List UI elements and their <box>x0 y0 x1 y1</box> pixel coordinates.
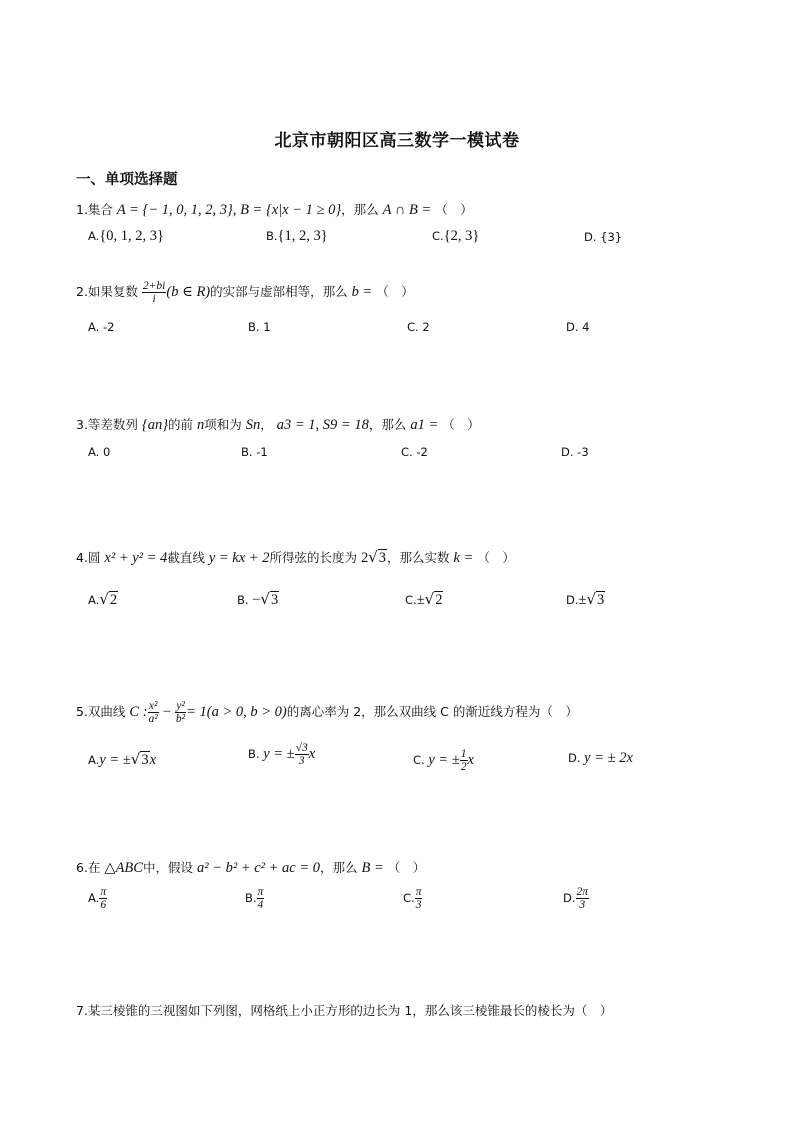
q2-rest: 的实部与虚部相等，那么 <box>210 284 348 300</box>
q4-mid2: 所得弦的长度为 <box>269 550 357 565</box>
q4-mid1: 截直线 <box>167 550 205 565</box>
q2-option-d: D. 4 <box>566 320 590 334</box>
q6-option-d-fraction <box>576 886 590 911</box>
q6-then: ，那么 <box>320 860 358 875</box>
q5-rest: 的离心率为 2，那么双曲线 C 的渐近线方程为（ ） <box>286 704 578 720</box>
q5-number: 5.双曲线 <box>76 704 126 720</box>
question-4 <box>76 548 515 567</box>
q6-blank: （ ） <box>387 860 426 875</box>
q4-chord-radicand: 3 <box>378 550 387 566</box>
q4-line: y = kx + 2 <box>208 550 270 566</box>
q4-chord-coefficient: 2 <box>360 550 369 566</box>
q2-fraction-denominator: i <box>152 293 156 306</box>
q4-option-b-sign: − <box>252 592 261 608</box>
q6-option-c-label: C. <box>403 891 415 906</box>
q6-option-b <box>245 886 264 911</box>
q4-option-c-radicand: 2 <box>435 592 443 608</box>
q2-fraction <box>142 280 166 305</box>
q1-option-c-label: C. <box>432 229 444 243</box>
q6-option-a-label: A. <box>88 891 100 906</box>
q6-option-d <box>563 886 589 911</box>
q6-expression: B = <box>361 860 384 876</box>
q3-mid1: 的前 <box>168 417 194 432</box>
q1-option-c <box>432 228 479 245</box>
q2-option-c: C. 2 <box>407 320 430 334</box>
q5-option-b-denominator: 3 <box>298 755 305 768</box>
q1-option-b <box>266 228 328 245</box>
q5-option-b-prefix: y = ± <box>263 746 295 763</box>
q3-sum: Sn <box>245 417 261 433</box>
q5-option-c-numerator: 1 <box>460 748 467 760</box>
q4-option-c <box>405 590 443 609</box>
q2-option-a: A. -2 <box>88 320 115 334</box>
q6-option-a-denominator: 6 <box>100 899 107 912</box>
q5-equation: = 1(a > 0, b > 0) <box>186 704 287 721</box>
q5-fraction-x-numerator: x² <box>148 700 158 712</box>
q2-fraction-numerator: 2+bi <box>142 280 166 292</box>
q1-then: ，那么 <box>341 202 379 217</box>
q4-option-d-label: D. <box>566 593 579 607</box>
q4-blank: （ ） <box>477 550 515 565</box>
question-7: 7.某三棱锥的三视图如下列图，网格纸上小正方形的边长为 1，那么该三棱锥最长的棱长为（ ） <box>76 1003 613 1018</box>
q5-option-b-suffix: x <box>308 746 316 763</box>
page-title: 北京市朝阳区高三数学一模试卷 <box>274 131 520 151</box>
q4-option-a <box>88 590 118 609</box>
q4-then: ，那么实数 <box>387 550 450 565</box>
q4-option-b-label: B. <box>237 593 249 607</box>
q6-option-c <box>403 886 422 911</box>
q6-triangle: △ABC <box>104 860 143 876</box>
q5-option-a-radicand: 3 <box>141 752 149 768</box>
q2-condition: (b ∈ R) <box>166 284 211 301</box>
q5-option-a-suffix: x <box>149 752 157 768</box>
q3-n: n <box>197 417 205 433</box>
q1-option-a-label: A. <box>88 229 100 243</box>
q4-number: 4.圆 <box>76 550 101 565</box>
q5-fraction-y <box>175 700 186 725</box>
q6-option-d-label: D. <box>563 891 576 906</box>
q2-blank: （ ） <box>376 284 414 300</box>
q3-sequence: {an} <box>141 417 169 433</box>
question-3: 3.等差数列 {an}的前 n项和为 Sn， a3 = 1, S9 = 18，那么 a1 = （ ） <box>76 417 480 433</box>
q5-option-d-expression: y = ± 2x <box>584 750 633 766</box>
q5-curve: C : <box>129 704 148 721</box>
q5-option-d-label: D. <box>568 751 581 765</box>
q5-option-b-label: B. <box>248 747 260 762</box>
q4-option-c-label: C. <box>405 593 417 607</box>
q5-option-a <box>88 750 156 769</box>
sqrt-icon: √ <box>368 548 378 566</box>
q6-option-b-label: B. <box>245 891 257 906</box>
q1-option-a <box>88 228 164 245</box>
q3-option-a: A. 0 <box>88 445 111 459</box>
q4-option-a-label: A. <box>88 593 100 607</box>
q6-option-c-numerator: π <box>415 886 422 898</box>
q2-expression: b = <box>351 284 373 301</box>
q6-option-d-numerator: 2π <box>576 886 589 898</box>
q3-option-c: C. -2 <box>401 445 428 459</box>
q6-number: 6.在 <box>76 860 101 875</box>
q5-fraction-y-numerator: y² <box>176 700 185 712</box>
q5-option-c-suffix: x <box>467 752 474 769</box>
q1-option-a-value: {0, 1, 2, 3} <box>99 228 164 244</box>
q1-number: 1.集合 <box>76 202 113 217</box>
sqrt-icon: √ <box>99 590 109 608</box>
q1-option-b-label: B. <box>266 229 278 243</box>
q1-option-b-value: {1, 2, 3} <box>277 228 328 244</box>
q5-option-c-label: C. <box>413 753 425 768</box>
sqrt-icon: √ <box>424 590 435 608</box>
q5-option-c-prefix: y = ± <box>428 752 460 769</box>
q1-expression: A ∩ B = <box>382 202 432 218</box>
q2-number: 2.如果复数 <box>76 284 138 300</box>
q5-fraction-x-denominator: a² <box>148 713 158 726</box>
q4-option-a-radicand: 2 <box>109 592 118 608</box>
q1-option-d: D. {3} <box>584 230 623 244</box>
sqrt-icon: √ <box>130 750 141 768</box>
q6-option-b-fraction <box>257 886 265 911</box>
q3-then: ，那么 <box>368 417 407 432</box>
q4-option-d-radicand: 3 <box>597 592 605 608</box>
q6-option-d-denominator: 3 <box>579 899 586 912</box>
q5-option-a-label: A. <box>88 753 100 767</box>
q1-set-a: A = {− 1, 0, 1, 2, 3} <box>116 202 233 218</box>
q5-fraction-x <box>148 700 159 725</box>
sqrt-icon: √ <box>586 590 597 608</box>
q5-option-b <box>248 742 315 767</box>
q4-expression: k = <box>453 550 474 566</box>
q4-option-d <box>566 590 605 609</box>
q6-mid: 中，假设 <box>142 860 193 875</box>
q5-option-c-denominator: 2 <box>460 761 467 774</box>
q3-blank: （ ） <box>442 417 480 432</box>
q6-option-b-numerator: π <box>257 886 264 898</box>
question-6 <box>76 858 425 877</box>
section-heading: 一、单项选择题 <box>76 172 178 188</box>
q4-option-c-sign: ± <box>416 592 425 608</box>
q5-fraction-y-denominator: b² <box>175 713 186 726</box>
sqrt-icon: √ <box>260 590 270 608</box>
q1-option-c-value: {2, 3} <box>443 228 480 244</box>
q3-option-b: B. -1 <box>241 445 268 459</box>
q3-expression: a1 = <box>410 417 439 433</box>
q4-option-b <box>237 590 279 609</box>
q6-option-a <box>88 886 107 911</box>
q5-option-b-fraction <box>295 742 309 767</box>
q2-option-b: B. 1 <box>248 320 271 334</box>
q5-option-b-numerator: √3 <box>295 742 308 754</box>
q5-minus: − <box>162 704 171 721</box>
q1-sep: , <box>232 202 241 218</box>
q5-option-d <box>568 750 633 767</box>
q6-option-b-denominator: 4 <box>257 899 264 912</box>
q4-option-b-radicand: 3 <box>270 592 279 608</box>
q1-set-b: B = {x|x − 1 ≥ 0} <box>240 202 342 218</box>
q5-option-c-fraction <box>460 748 468 773</box>
q3-option-d: D. -3 <box>561 445 589 459</box>
q3-mid2: 项和为 <box>204 417 242 432</box>
q4-circle: x² + y² = 4 <box>104 550 168 566</box>
question-2 <box>76 280 414 305</box>
q6-option-c-fraction <box>415 886 423 911</box>
q1-blank: （ ） <box>435 202 473 217</box>
q3-condition: a3 = 1, S9 = 18 <box>276 417 369 433</box>
q5-option-c <box>413 748 474 773</box>
question-5 <box>76 700 578 725</box>
q3-number: 3.等差数列 <box>76 417 138 432</box>
q4-option-d-sign: ± <box>578 592 587 608</box>
q5-option-a-prefix: y = ± <box>99 752 131 768</box>
q6-option-c-denominator: 3 <box>415 899 422 912</box>
q6-option-a-numerator: π <box>100 886 107 898</box>
q6-equation: a² − b² + c² + ac = 0 <box>196 860 321 876</box>
q6-option-a-fraction <box>99 886 107 911</box>
question-1 <box>76 200 473 219</box>
